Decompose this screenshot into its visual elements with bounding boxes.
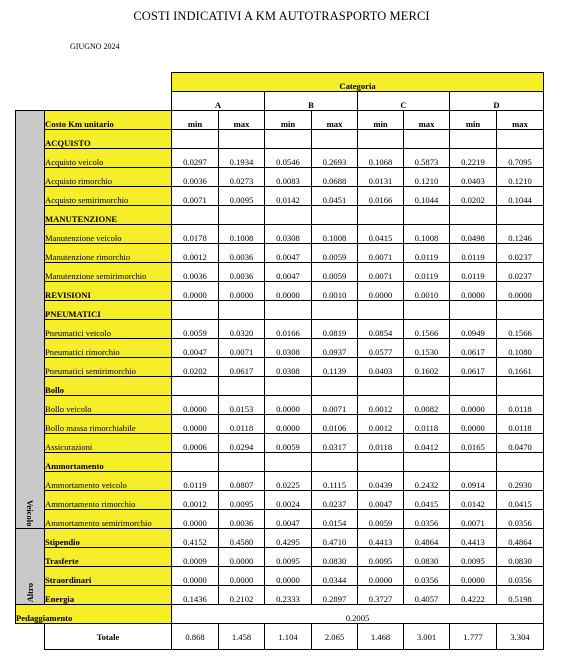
value-cell: 0.0237 [312,491,358,510]
category-c: C [358,92,450,111]
value-cell: 0.3727 [358,586,404,605]
row-label: Stipendio [45,529,172,548]
value-cell: 0.0000 [450,282,497,301]
value-cell: 0.0000 [172,396,219,415]
value-cell: 0.0059 [172,320,219,339]
value-cell: 0.0036 [172,263,219,282]
value-cell: 0.7095 [497,149,544,168]
value-cell: 0.0202 [450,187,497,206]
value-cell: 0.4057 [404,586,450,605]
table-row [16,168,544,187]
report-date: GIUGNO 2024 [70,42,120,51]
value-cell: 0.0914 [450,472,497,491]
value-cell: 0.1068 [358,149,404,168]
category-header-row [16,73,544,92]
min-header: min [450,111,497,130]
value-cell: 0.2333 [265,586,312,605]
max-header: max [497,111,544,130]
value-cell: 0.0071 [172,187,219,206]
table-row [16,225,544,244]
value-cell: 0.0071 [358,263,404,282]
row-label: Manutenzione veicolo [45,225,172,244]
value-cell: 0.0000 [265,567,312,586]
value-cell: 0.0071 [450,510,497,529]
value-cell: 0.0071 [312,396,358,415]
value-cell: 0.1139 [312,358,358,377]
value-cell: 0.0165 [450,434,497,453]
value-cell: 0.0356 [497,567,544,586]
value-cell: 0.0000 [172,282,219,301]
value-cell: 0.0071 [358,244,404,263]
value-cell: 0.0131 [358,168,404,187]
value-cell [172,453,219,472]
max-header: max [404,111,450,130]
value-cell: 0.1008 [404,225,450,244]
total-value: 1.468 [358,624,404,650]
value-cell: 0.0000 [219,282,265,301]
value-cell: 0.2897 [312,586,358,605]
value-cell: 0.0153 [219,396,265,415]
value-cell: 0.1436 [172,586,219,605]
value-cell: 0.0059 [265,434,312,453]
row-label: ACQUISTO [45,130,172,149]
value-cell: 0.0009 [172,548,219,567]
value-cell: 0.0166 [265,320,312,339]
value-cell: 0.0095 [265,548,312,567]
table-row [16,453,544,472]
value-cell: 0.0403 [358,358,404,377]
value-cell [312,453,358,472]
value-cell: 0.0154 [312,510,358,529]
value-cell: 0.0308 [265,339,312,358]
value-cell: 0.0202 [172,358,219,377]
value-cell [497,301,544,320]
value-cell: 0.0106 [312,415,358,434]
value-cell: 0.0000 [450,567,497,586]
total-value: 1.777 [450,624,497,650]
value-cell [219,453,265,472]
value-cell: 0.4413 [358,529,404,548]
value-cell [450,206,497,225]
value-cell: 0.0000 [265,396,312,415]
category-d: D [450,92,544,111]
table-row [16,130,544,149]
value-cell: 0.0095 [219,187,265,206]
value-cell: 0.0356 [404,510,450,529]
table-row [16,320,544,339]
letter-row [16,92,544,111]
row-label: Ammortamento semirimorchio [45,510,172,529]
totale-label: Totale [45,624,172,650]
value-cell: 0.1602 [404,358,450,377]
value-cell: 0.0577 [358,339,404,358]
table-row [16,244,544,263]
value-cell: 0.4295 [265,529,312,548]
row-label: Pneumatici rimorchio [45,339,172,358]
value-cell [312,206,358,225]
value-cell: 0.0415 [404,491,450,510]
value-cell: 0.0082 [404,396,450,415]
row-label: Bollo veicolo [45,396,172,415]
value-cell: 0.5198 [497,586,544,605]
row-label: Pneumatici veicolo [45,320,172,339]
value-cell: 0.1080 [497,339,544,358]
value-cell [450,377,497,396]
table-row [16,377,544,396]
row-label: Pneumatici semirimorchio [45,358,172,377]
value-cell [265,130,312,149]
value-cell: 0.0320 [219,320,265,339]
value-cell: 0.0317 [312,434,358,453]
value-cell: 0.0178 [172,225,219,244]
table-row [16,567,544,586]
value-cell: 0.0095 [358,548,404,567]
value-cell: 0.0095 [450,548,497,567]
value-cell: 0.0000 [265,282,312,301]
value-cell: 0.1210 [497,168,544,187]
value-cell: 0.0000 [172,567,219,586]
value-cell: 0.1566 [497,320,544,339]
value-cell: 0.0546 [265,149,312,168]
value-cell: 0.0047 [265,510,312,529]
value-cell: 0.2432 [404,472,450,491]
value-cell: 0.0047 [172,339,219,358]
value-cell [172,206,219,225]
value-cell [497,130,544,149]
table-row [16,206,544,225]
value-cell: 0.0059 [312,244,358,263]
value-cell: 0.1566 [404,320,450,339]
pedaggiamento-row [16,605,544,624]
value-cell: 0.0012 [172,491,219,510]
value-cell: 0.0119 [404,244,450,263]
row-label: Manutenzione rimorchio [45,244,172,263]
max-header: max [219,111,265,130]
value-cell: 0.0403 [450,168,497,187]
value-cell: 0.0059 [312,263,358,282]
minmax-row [16,111,544,130]
total-value: 1.458 [219,624,265,650]
value-cell: 0.0949 [450,320,497,339]
value-cell [450,301,497,320]
total-value: 3.304 [497,624,544,650]
value-cell [497,377,544,396]
row-label: MANUTENZIONE [45,206,172,225]
category-header: Categoria [172,73,544,92]
value-cell: 0.4413 [450,529,497,548]
value-cell: 0.5873 [404,149,450,168]
value-cell: 0.1044 [404,187,450,206]
value-cell: 0.0012 [172,244,219,263]
value-cell [265,206,312,225]
table-row [16,548,544,567]
value-cell: 0.1934 [219,149,265,168]
table-row [16,282,544,301]
value-cell [358,377,404,396]
value-cell: 0.4864 [404,529,450,548]
value-cell: 0.0012 [358,415,404,434]
row-label: Acquisto rimorchio [45,168,172,187]
row-label: Assicurazioni [45,434,172,453]
value-cell [172,301,219,320]
row-label: Trasferte [45,548,172,567]
value-cell [219,377,265,396]
value-cell: 0.0036 [219,244,265,263]
value-cell [219,301,265,320]
table-row [16,415,544,434]
value-cell: 0.0000 [219,548,265,567]
row-label: REVISIONI [45,282,172,301]
value-cell: 0.1044 [497,187,544,206]
value-cell [358,453,404,472]
value-cell: 0.0273 [219,168,265,187]
value-cell: 0.0294 [219,434,265,453]
value-cell: 0.0142 [450,491,497,510]
value-cell [172,130,219,149]
value-cell: 0.0237 [497,244,544,263]
value-cell: 0.0225 [265,472,312,491]
value-cell: 0.1008 [219,225,265,244]
value-cell [358,130,404,149]
table-row [16,491,544,510]
value-cell: 0.0012 [358,396,404,415]
category-a: A [172,92,265,111]
table-row [16,358,544,377]
value-cell: 0.2102 [219,586,265,605]
table-row [16,586,544,605]
pedaggiamento-value: 0.2005 [172,605,544,624]
value-cell [172,377,219,396]
value-cell: 0.0010 [404,282,450,301]
row-label: Ammortamento veicolo [45,472,172,491]
max-header: max [312,111,358,130]
row-label: Acquisto semirimorchio [45,187,172,206]
value-cell: 0.2219 [450,149,497,168]
value-cell: 0.0308 [265,225,312,244]
value-cell [219,130,265,149]
value-cell [265,301,312,320]
value-cell: 0.0036 [219,510,265,529]
value-cell: 0.0118 [358,434,404,453]
value-cell: 0.0118 [219,415,265,434]
total-value: 1.104 [265,624,312,650]
value-cell [404,453,450,472]
row-label: Manutenzione semirimorchio [45,263,172,282]
value-cell: 0.0415 [497,491,544,510]
value-cell: 0.0415 [358,225,404,244]
value-cell: 0.0854 [358,320,404,339]
page-title: COSTI INDICATIVI A KM AUTOTRASPORTO MERCI [133,9,430,23]
value-cell: 0.0006 [172,434,219,453]
total-value: 3.001 [404,624,450,650]
table-row [16,529,544,548]
value-cell: 0.0118 [497,415,544,434]
spacer [16,624,45,650]
value-cell: 0.0118 [404,415,450,434]
value-cell: 0.0142 [265,187,312,206]
value-cell: 0.0000 [497,282,544,301]
value-cell: 0.0119 [404,263,450,282]
value-cell: 0.0356 [404,567,450,586]
value-cell: 0.0119 [450,263,497,282]
value-cell: 0.0000 [450,396,497,415]
value-cell: 0.0166 [358,187,404,206]
value-cell [265,377,312,396]
value-cell: 0.0830 [404,548,450,567]
value-cell: 0.1008 [312,225,358,244]
value-cell: 0.0036 [219,263,265,282]
value-cell [312,377,358,396]
value-cell: 0.0059 [358,510,404,529]
row-label: Ammortamento [45,453,172,472]
value-cell: 0.4580 [219,529,265,548]
value-cell: 0.1530 [404,339,450,358]
value-cell [404,206,450,225]
value-cell: 0.0498 [450,225,497,244]
table-row [16,187,544,206]
value-cell: 0.0412 [404,434,450,453]
value-cell [450,453,497,472]
table-row [16,339,544,358]
value-cell: 0.0830 [312,548,358,567]
value-cell: 0.0071 [219,339,265,358]
table-row [16,396,544,415]
value-cell: 0.0000 [358,567,404,586]
value-cell: 0.0830 [497,548,544,567]
value-cell: 0.0617 [450,358,497,377]
table-row [16,472,544,491]
cost-table [15,72,544,650]
section-veicolo [16,111,45,529]
min-header: min [358,111,404,130]
row-label: Energia [45,586,172,605]
value-cell: 0.0000 [265,415,312,434]
totale-row [16,624,544,650]
value-cell: 0.0000 [219,567,265,586]
section-veicolo-label: Veicolo [25,499,35,526]
value-cell: 0.0036 [172,168,219,187]
value-cell: 0.0095 [219,491,265,510]
value-cell: 0.4864 [497,529,544,548]
value-cell: 0.0000 [172,415,219,434]
row-label: PNEUMATICI [45,301,172,320]
min-header: min [265,111,312,130]
value-cell: 0.0617 [219,358,265,377]
value-cell: 0.0010 [312,282,358,301]
value-cell: 0.1210 [404,168,450,187]
value-cell: 0.0083 [265,168,312,187]
value-cell [312,130,358,149]
row-label: Straordinari [45,567,172,586]
min-header: min [172,111,219,130]
value-cell [265,453,312,472]
value-cell: 0.0451 [312,187,358,206]
value-cell: 0.0000 [450,415,497,434]
table-row [16,434,544,453]
total-value: 2.065 [312,624,358,650]
value-cell: 0.0237 [497,263,544,282]
value-cell: 0.0047 [358,491,404,510]
value-cell: 0.0439 [358,472,404,491]
value-cell: 0.1115 [312,472,358,491]
value-cell: 0.0047 [265,244,312,263]
value-cell [404,301,450,320]
value-cell: 0.2930 [497,472,544,491]
value-cell: 0.4152 [172,529,219,548]
value-cell: 0.0617 [450,339,497,358]
row-header: Costo Km unitario [45,111,172,130]
table-row [16,510,544,529]
value-cell [450,130,497,149]
row-label: Acquisto veicolo [45,149,172,168]
value-cell [312,301,358,320]
value-cell: 0.4222 [450,586,497,605]
row-label: Bollo massa rimorchiabile [45,415,172,434]
table-row [16,149,544,168]
value-cell: 0.0000 [172,510,219,529]
section-altro-label: Altro [25,582,35,602]
value-cell [497,453,544,472]
value-cell: 0.0118 [497,396,544,415]
table-row [16,263,544,282]
value-cell: 0.0119 [450,244,497,263]
value-cell: 0.1661 [497,358,544,377]
value-cell: 0.0024 [265,491,312,510]
pedaggiamento-label: Pedaggiamento [16,605,172,624]
section-altro [16,529,45,605]
total-value: 0.868 [172,624,219,650]
value-cell: 0.0356 [497,510,544,529]
value-cell [497,206,544,225]
value-cell: 0.0937 [312,339,358,358]
value-cell: 0.0297 [172,149,219,168]
value-cell: 0.0308 [265,358,312,377]
value-cell [404,130,450,149]
value-cell: 0.0470 [497,434,544,453]
row-label: Ammortamento rimorchio [45,491,172,510]
row-label: Bollo [45,377,172,396]
value-cell: 0.0819 [312,320,358,339]
category-b: B [265,92,358,111]
value-cell: 0.0000 [358,282,404,301]
value-cell: 0.2693 [312,149,358,168]
value-cell: 0.0688 [312,168,358,187]
value-cell [404,377,450,396]
table-row [16,301,544,320]
value-cell: 0.0119 [172,472,219,491]
value-cell: 0.4710 [312,529,358,548]
value-cell [358,206,404,225]
value-cell [219,206,265,225]
value-cell: 0.0344 [312,567,358,586]
value-cell: 0.0807 [219,472,265,491]
value-cell: 0.0047 [265,263,312,282]
value-cell: 0.1246 [497,225,544,244]
value-cell [358,301,404,320]
